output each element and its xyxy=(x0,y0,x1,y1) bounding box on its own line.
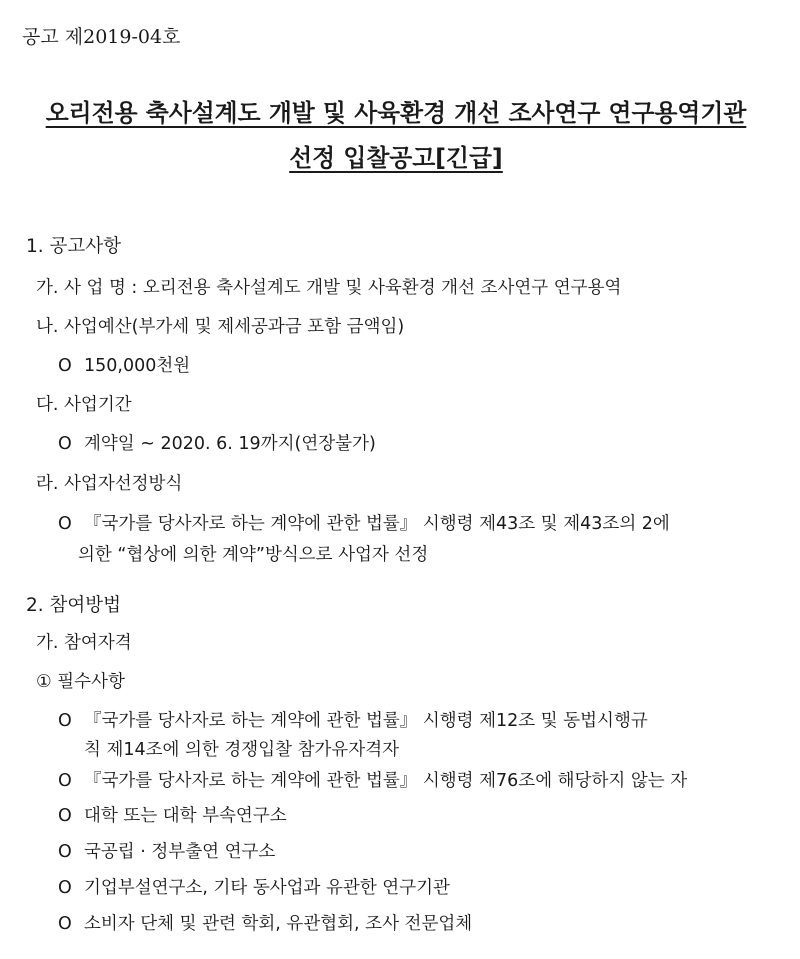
requirement-item: O 국공립 · 정부출연 연구소 xyxy=(58,842,276,862)
item-selection-heading: 라. 사업자선정방식 xyxy=(36,474,183,494)
bullet-circle: O xyxy=(58,356,72,376)
item-eligibility-heading: 가. 참여자격 xyxy=(36,633,132,653)
bullet-circle: O xyxy=(58,878,72,898)
selection-method-line-2: 의한 “협상에 의한 계약”방식으로 사업자 선정 xyxy=(78,545,429,565)
bullet-circle: O xyxy=(58,771,72,791)
document-title-line-2: 선정 입찰공고[긴급] xyxy=(289,144,503,172)
requirement-item: O 소비자 단체 및 관련 학회, 유관협회, 조사 전문업체 xyxy=(58,914,473,934)
section-1-heading: 1. 공고사항 xyxy=(26,236,122,257)
bullet-circle: O xyxy=(58,711,72,731)
bullet-circle: O xyxy=(58,434,72,454)
section-2-heading: 2. 참여방법 xyxy=(26,595,122,616)
bullet-circle: O xyxy=(58,806,72,826)
item-budget-heading: 나. 사업예산(부가세 및 제세공과금 포함 금액임) xyxy=(36,317,405,337)
period-value: O 계약일 ~ 2020. 6. 19까지(연장불가) xyxy=(58,434,376,454)
bullet-circle: O xyxy=(58,914,72,934)
bullet-circle: O xyxy=(58,842,72,862)
document-title-line-1: 오리전용 축사설계도 개발 및 사육환경 개선 조사연구 연구용역기관 xyxy=(45,99,747,127)
requirements-subheading: ① 필수사항 xyxy=(36,672,125,692)
requirement-item: O 『국가를 당사자로 하는 계약에 관한 법률』 시행령 제76조에 해당하지 않는 자 xyxy=(58,771,688,791)
requirement-item: O 『국가를 당사자로 하는 계약에 관한 법률』 시행령 제12조 및 동법시행규 xyxy=(58,711,648,731)
notice-number: 공고 제2019-04호 xyxy=(22,26,181,48)
budget-amount: O 150,000천원 xyxy=(58,356,191,376)
bullet-circle: O xyxy=(58,514,72,534)
requirement-item: O 대학 또는 대학 부속연구소 xyxy=(58,806,287,826)
requirement-item: O 기업부설연구소, 기타 동사업과 유관한 연구기관 xyxy=(58,878,450,898)
item-business-name: 가. 사 업 명 : 오리전용 축사설계도 개발 및 사육환경 개선 조사연구 연구용역 xyxy=(36,278,622,298)
item-period-heading: 다. 사업기간 xyxy=(36,395,132,415)
selection-method-line-1: O 『국가를 당사자로 하는 계약에 관한 법률』 시행령 제43조 및 제43조의 2에 xyxy=(58,514,670,534)
requirement-item-continuation: 칙 제14조에 의한 경쟁입찰 참가유자격자 xyxy=(84,740,399,760)
